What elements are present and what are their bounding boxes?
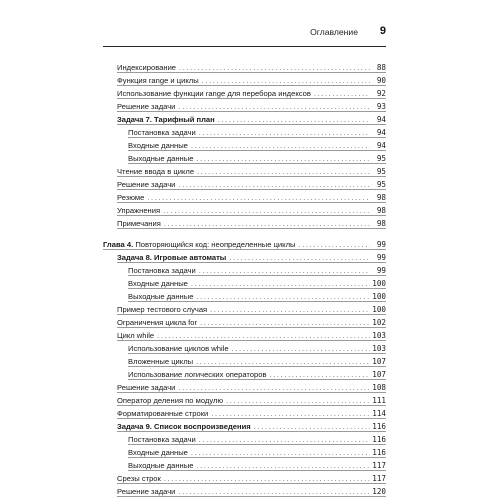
- toc-entry-page: 100: [372, 279, 386, 288]
- toc-entry[interactable]: [103, 340, 386, 353]
- dot-leader: [202, 76, 370, 85]
- toc-entry-page: 120: [372, 487, 386, 496]
- entry-underline: [128, 150, 386, 151]
- toc-entry[interactable]: [103, 85, 386, 98]
- entry-underline: [128, 288, 386, 289]
- toc-entry[interactable]: [103, 176, 386, 189]
- dot-leader: [270, 370, 370, 379]
- dot-leader: [164, 474, 370, 483]
- entry-underline: [117, 431, 386, 432]
- dot-leader: [196, 292, 370, 301]
- toc-entry[interactable]: [103, 314, 386, 327]
- toc-entry-page: 114: [372, 409, 386, 418]
- dot-leader: [163, 206, 370, 215]
- dot-leader: [179, 63, 370, 72]
- dot-leader: [200, 318, 370, 327]
- toc-entry-label: Использование циклов while: [128, 344, 229, 353]
- dot-leader: [157, 331, 370, 340]
- page-number: 9: [379, 25, 386, 37]
- entry-underline: [128, 444, 386, 445]
- toc-entry-label: Входные данные: [128, 141, 188, 150]
- entry-underline: [128, 137, 386, 138]
- toc-entry-page: 100: [372, 305, 386, 314]
- toc-entry-page: 99: [376, 266, 386, 275]
- toc-entry-label: Задача 7. Тарифный план: [117, 115, 215, 124]
- toc-entry-label: Задача 8. Игровые автоматы: [117, 253, 227, 262]
- toc-entry-label: Чтение ввода в цикле: [117, 167, 195, 176]
- toc-entry-label: Пример тестового случая: [117, 305, 208, 314]
- toc-entry[interactable]: [103, 124, 386, 137]
- toc-entry-page: 107: [372, 370, 386, 379]
- dot-leader: [178, 180, 370, 189]
- running-header: [103, 26, 386, 42]
- entry-underline: [117, 392, 386, 393]
- header-rule: [103, 46, 386, 47]
- toc-entry[interactable]: [103, 288, 386, 301]
- toc-entry[interactable]: [103, 418, 386, 431]
- toc-entry-label: Постановка задачи: [128, 266, 196, 275]
- toc-entry-label: Решение задачи: [117, 180, 176, 189]
- dot-leader: [196, 154, 370, 163]
- toc-entry-label: Входные данные: [128, 448, 188, 457]
- toc-entry[interactable]: [103, 111, 386, 124]
- toc-entry-label: Функция range и циклы: [117, 76, 199, 85]
- dot-leader: [178, 102, 370, 111]
- toc-chapter-label: [103, 240, 296, 249]
- dot-leader: [191, 141, 370, 150]
- toc-entry-page: 99: [376, 240, 386, 249]
- entry-underline: [128, 275, 386, 276]
- toc-entry-page: 94: [376, 115, 386, 124]
- toc-entry-page: 100: [372, 292, 386, 301]
- toc-entry[interactable]: [103, 301, 386, 314]
- entry-underline: [103, 249, 386, 250]
- entry-underline: [117, 189, 386, 190]
- toc-entry[interactable]: [103, 483, 386, 496]
- toc-entry[interactable]: [103, 444, 386, 457]
- entry-underline: [117, 202, 386, 203]
- entry-underline: [117, 111, 386, 112]
- entry-underline: [117, 496, 386, 497]
- toc-entry-page: 98: [376, 219, 386, 228]
- entry-underline: [117, 215, 386, 216]
- entry-underline: [117, 72, 386, 73]
- toc-entry[interactable]: [103, 431, 386, 444]
- toc-entry-page: 116: [372, 448, 386, 457]
- toc-entry-page: 98: [376, 193, 386, 202]
- dot-leader: [191, 448, 370, 457]
- toc-entry-label: Решение задачи: [117, 102, 176, 111]
- toc-entry[interactable]: [103, 457, 386, 470]
- toc-entry-page: 117: [372, 461, 386, 470]
- toc-entry[interactable]: [103, 150, 386, 163]
- dot-leader: [191, 279, 370, 288]
- dot-leader: [226, 396, 370, 405]
- toc-entry-page: 95: [376, 180, 386, 189]
- entry-underline: [117, 314, 386, 315]
- toc-entry[interactable]: [103, 470, 386, 483]
- toc-entry-label: Задача 9. Список воспроизведения: [117, 422, 251, 431]
- entry-underline: [117, 483, 386, 484]
- running-header-title: Оглавление: [310, 27, 358, 37]
- toc-entry-label: Использование функции range для перебора индексов: [117, 89, 311, 98]
- dot-leader: [232, 344, 370, 353]
- toc-entry-page: 94: [376, 141, 386, 150]
- dot-leader: [147, 193, 370, 202]
- dot-leader: [196, 461, 370, 470]
- toc-entry[interactable]: [103, 366, 386, 379]
- entry-underline: [128, 353, 386, 354]
- toc-entry-page: 103: [372, 344, 386, 353]
- dot-leader: [210, 305, 370, 314]
- toc-entry-label: Постановка задачи: [128, 435, 196, 444]
- toc-entry-page: 95: [376, 167, 386, 176]
- chapter-number: Глава 4.: [103, 240, 134, 249]
- toc-entry[interactable]: [103, 327, 386, 340]
- dot-leader: [197, 167, 370, 176]
- entry-underline: [128, 301, 386, 302]
- entry-underline: [128, 470, 386, 471]
- toc-chapter-entry[interactable]: [103, 236, 386, 249]
- dot-leader: [229, 253, 370, 262]
- toc-entry-page: 98: [376, 206, 386, 215]
- toc-entry-label: Форматированные строки: [117, 409, 209, 418]
- entry-underline: [128, 366, 386, 367]
- dot-leader: [218, 115, 370, 124]
- toc-entry-page: 116: [372, 435, 386, 444]
- dot-leader: [211, 409, 370, 418]
- entry-underline: [117, 327, 386, 328]
- toc-entry-label: Ограничения цикла for: [117, 318, 198, 327]
- entry-underline: [117, 418, 386, 419]
- dot-leader: [164, 219, 370, 228]
- dot-leader: [298, 240, 370, 249]
- dot-leader: [199, 435, 370, 444]
- entry-underline: [117, 405, 386, 406]
- toc-entry[interactable]: [103, 98, 386, 111]
- toc-entry[interactable]: [103, 59, 386, 72]
- toc-entry-page: 117: [372, 474, 386, 483]
- toc-entry[interactable]: [103, 353, 386, 366]
- toc-entry-page: 111: [372, 396, 386, 405]
- toc-entry[interactable]: [103, 379, 386, 392]
- toc-entry-page: 108: [372, 383, 386, 392]
- entry-underline: [117, 340, 386, 341]
- toc-entry-page: 102: [372, 318, 386, 327]
- toc-entry-page: 116: [372, 422, 386, 431]
- toc-entry-label: Вложенные циклы: [128, 357, 194, 366]
- toc-entry-page: 103: [372, 331, 386, 340]
- toc-entry-page: 88: [376, 63, 386, 72]
- toc-entry-label: Примечания: [117, 219, 161, 228]
- entry-underline: [117, 176, 386, 177]
- entry-underline: [117, 228, 386, 229]
- toc-entry[interactable]: [103, 405, 386, 418]
- toc-entry-page: 93: [376, 102, 386, 111]
- toc-entry-label: Оператор деления по модулю: [117, 396, 224, 405]
- entry-underline: [128, 163, 386, 164]
- toc-entry-label: Индексирование: [117, 63, 177, 72]
- toc-entry-page: 107: [372, 357, 386, 366]
- toc-entry-label: Упражнения: [117, 206, 161, 215]
- toc-entry[interactable]: [103, 163, 386, 176]
- toc-entry[interactable]: [103, 72, 386, 85]
- toc-entry-label: Срезы строк: [117, 474, 161, 483]
- toc-entry-label: Выходные данные: [128, 461, 194, 470]
- dot-leader: [178, 487, 370, 496]
- toc-entry-label: Выходные данные: [128, 154, 194, 163]
- toc-entry[interactable]: [103, 275, 386, 288]
- dot-leader: [178, 383, 370, 392]
- toc-entry-page: 92: [376, 89, 386, 98]
- dot-leader: [199, 266, 370, 275]
- toc-entry-label: Цикл while: [117, 331, 155, 340]
- entry-underline: [117, 98, 386, 99]
- chapter-title: Повторяющийся код: неопределенные циклы: [133, 240, 296, 249]
- toc-entry[interactable]: [103, 137, 386, 150]
- toc-entry[interactable]: [103, 202, 386, 215]
- toc-entry-page: 94: [376, 128, 386, 137]
- toc-entry[interactable]: [103, 249, 386, 262]
- toc-entry[interactable]: [103, 189, 386, 202]
- dot-leader: [199, 128, 370, 137]
- toc-entry[interactable]: [103, 215, 386, 228]
- toc-entry-page: 90: [376, 76, 386, 85]
- toc-entry-label: Постановка задачи: [128, 128, 196, 137]
- toc-entry[interactable]: [103, 262, 386, 275]
- dot-leader: [254, 422, 370, 431]
- toc-entry-label: Решение задачи: [117, 383, 176, 392]
- toc-entry-label: Резюме: [117, 193, 145, 202]
- entry-underline: [117, 124, 386, 125]
- entry-underline: [128, 457, 386, 458]
- entry-underline: [117, 262, 386, 263]
- dot-leader: [314, 89, 370, 98]
- entry-underline: [128, 379, 386, 380]
- toc-entry-label: Входные данные: [128, 279, 188, 288]
- entry-underline: [117, 85, 386, 86]
- dot-leader: [196, 357, 370, 366]
- toc-entry-page: 95: [376, 154, 386, 163]
- toc-entry[interactable]: [103, 392, 386, 405]
- toc-entry-label: Выходные данные: [128, 292, 194, 301]
- toc-entry-label: Решение задачи: [117, 487, 176, 496]
- toc-entry-label: Использование логических операторов: [128, 370, 267, 379]
- toc-entry-page: 99: [376, 253, 386, 262]
